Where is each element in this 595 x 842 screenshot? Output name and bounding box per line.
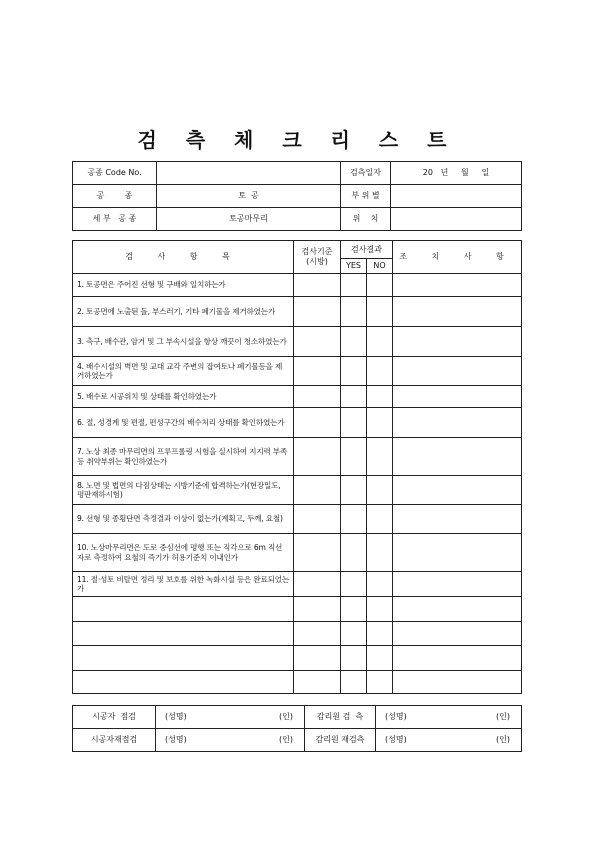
no-cell[interactable] [367, 408, 393, 438]
standard-cell[interactable] [294, 476, 341, 505]
detail-label: 세 부 공 종 [73, 208, 157, 231]
no-cell[interactable] [367, 327, 393, 357]
location-field[interactable] [391, 185, 522, 208]
standard-cell[interactable] [294, 597, 341, 622]
checklist-item-text [73, 671, 294, 694]
action-cell[interactable] [393, 438, 522, 476]
checklist-item-text [73, 597, 294, 622]
standard-cell[interactable] [294, 408, 341, 438]
checklist-row [73, 671, 522, 694]
no-cell[interactable] [367, 274, 393, 297]
checklist-item-text: 4. 배수시설의 벽면 및 교대 교각 주변의 잡여토나 폐기물등을 제거하였는가 [73, 357, 294, 386]
name-hint: (성명) [165, 735, 187, 744]
checklist-item-text: 8. 노면 및 법면의 다짐상태는 시방기준에 합격하는가(현장밀도, 평판재하시험) [73, 476, 294, 505]
row2-right-label: 감리원 재검측 [305, 729, 376, 752]
standard-cell[interactable] [294, 572, 341, 597]
standard-cell[interactable] [294, 646, 341, 671]
action-cell[interactable] [393, 622, 522, 646]
yes-cell[interactable] [341, 597, 367, 622]
checklist-item-text: 10. 노상마무리면은 도로 중심선에 평행 또는 직각으로 6m 직선자로 측정하여 요철의 즉기가 허용기준치 이내인가 [73, 534, 294, 572]
checklist-row [73, 534, 522, 572]
yes-cell[interactable] [341, 408, 367, 438]
date-label: 검측일자 [341, 162, 391, 185]
checklist-item-text: 2. 토공면에 노출된 돌, 부스러기, 기타 폐기물을 제거하였는가 [73, 297, 294, 327]
location-label: 부 위 별 [341, 185, 391, 208]
yes-cell[interactable] [341, 505, 367, 534]
name-hint: (성명) [385, 712, 407, 721]
checklist-row [73, 297, 522, 327]
standard-cell[interactable] [294, 327, 341, 357]
action-cell[interactable] [393, 386, 522, 408]
checklist-row [73, 274, 522, 297]
yes-cell[interactable] [341, 327, 367, 357]
no-cell[interactable] [367, 646, 393, 671]
checklist-item-text: 6. 절, 성경계 및 편절, 편성구간의 배수처리 상태를 확인하였는가 [73, 408, 294, 438]
standard-cell[interactable] [294, 438, 341, 476]
name-hint: (성명) [385, 735, 407, 744]
action-cell[interactable] [393, 408, 522, 438]
standard-cell[interactable] [294, 622, 341, 646]
no-cell[interactable] [367, 297, 393, 327]
checklist-row [73, 646, 522, 671]
action-cell[interactable] [393, 327, 522, 357]
row1-left-sign[interactable] [156, 706, 305, 729]
yes-cell[interactable] [341, 572, 367, 597]
work-label: 공 종 [73, 185, 157, 208]
header-table [72, 161, 522, 231]
checklist-row [73, 505, 522, 534]
standard-cell[interactable] [294, 534, 341, 572]
action-cell[interactable] [393, 297, 522, 327]
row1-right-label: 감리원 검 측 [305, 706, 376, 729]
checklist-row [73, 572, 522, 597]
yes-cell[interactable] [341, 476, 367, 505]
row1-left-label: 시공자 점검 [73, 706, 156, 729]
checklist-item-text: 7. 노상 최종 마무리면의 프루프롤링 시험을 실시하여 지지력 부족 등 취약부위는 확인하였는가 [73, 438, 294, 476]
action-cell[interactable] [393, 274, 522, 297]
standard-cell[interactable] [294, 274, 341, 297]
col-result-header: 검사결과 [341, 241, 393, 259]
yes-cell[interactable] [341, 357, 367, 386]
checklist-item-text [73, 622, 294, 646]
seal-hint: (인) [496, 735, 510, 744]
row2-right-sign[interactable] [376, 729, 522, 752]
row1-right-sign[interactable] [376, 706, 522, 729]
no-cell[interactable] [367, 386, 393, 408]
action-cell[interactable] [393, 646, 522, 671]
checklist-item-text: 11. 절·성토 비탈면 정리 및 보호를 위한 녹화시설 등은 완료되었는가 [73, 572, 294, 597]
checklist-item-text: 9. 선형 및 종횡단면 측정결과 이상이 없는가(계획고, 두께, 요철) [73, 505, 294, 534]
action-cell[interactable] [393, 671, 522, 694]
name-hint: (성명) [165, 712, 187, 721]
seal-hint: (인) [496, 712, 510, 721]
checklist-item-text: 3. 측구, 배수관, 암거 및 그 부속시설을 항상 깨끗이 청소하였는가 [73, 327, 294, 357]
yes-cell[interactable] [341, 646, 367, 671]
checklist-row [73, 438, 522, 476]
page-title: 검 측 체 크 리 스 트 [137, 128, 458, 152]
action-cell[interactable] [393, 505, 522, 534]
checklist-row [73, 386, 522, 408]
code-field[interactable] [157, 162, 341, 185]
signature-table [72, 705, 522, 752]
yes-cell[interactable] [341, 438, 367, 476]
no-cell[interactable] [367, 622, 393, 646]
work-field[interactable]: 토 공 [157, 185, 341, 208]
checklist-row [73, 476, 522, 505]
action-cell[interactable] [393, 597, 522, 622]
no-cell[interactable] [367, 597, 393, 622]
seal-hint: (인) [279, 735, 293, 744]
checklist-row [73, 408, 522, 438]
checklist-row [73, 327, 522, 357]
position-label: 위 치 [341, 208, 391, 231]
col-item-header: 검 사 항 목 [73, 241, 294, 274]
yes-cell[interactable] [341, 534, 367, 572]
checklist-item-text: 5. 배수로 시공위치 및 상태를 확인하였는가 [73, 386, 294, 408]
row2-left-label: 시공자재점검 [73, 729, 156, 752]
seal-hint: (인) [279, 712, 293, 721]
checklist-table [72, 240, 522, 694]
date-field[interactable]: 20 년 월 일 [391, 162, 522, 185]
code-label: 공종 Code No. [73, 162, 157, 185]
action-cell[interactable] [393, 572, 522, 597]
row2-left-sign[interactable] [156, 729, 305, 752]
yes-cell[interactable] [341, 297, 367, 327]
no-cell[interactable] [367, 534, 393, 572]
action-cell[interactable] [393, 357, 522, 386]
no-cell[interactable] [367, 357, 393, 386]
col-standard-header: 검사기준 (시방) [294, 241, 341, 274]
detail-field[interactable]: 토공마무리 [157, 208, 341, 231]
checklist-row [73, 357, 522, 386]
yes-cell[interactable] [341, 671, 367, 694]
action-cell[interactable] [393, 476, 522, 505]
action-cell[interactable] [393, 534, 522, 572]
no-cell[interactable] [367, 476, 393, 505]
standard-cell[interactable] [294, 386, 341, 408]
no-cell[interactable] [367, 505, 393, 534]
checklist-item-text [73, 646, 294, 671]
standard-cell[interactable] [294, 357, 341, 386]
standard-cell[interactable] [294, 505, 341, 534]
no-cell[interactable] [367, 572, 393, 597]
position-field[interactable] [391, 208, 522, 231]
col-yes-header: YES [341, 259, 367, 274]
no-cell[interactable] [367, 671, 393, 694]
checklist-row [73, 597, 522, 622]
yes-cell[interactable] [341, 386, 367, 408]
checklist-item-text: 1. 토공면은 주어진 선형 및 구배와 일치하는가 [73, 274, 294, 297]
checklist-row [73, 622, 522, 646]
no-cell[interactable] [367, 438, 393, 476]
yes-cell[interactable] [341, 274, 367, 297]
col-no-header: NO [367, 259, 393, 274]
standard-cell[interactable] [294, 297, 341, 327]
standard-cell[interactable] [294, 671, 341, 694]
yes-cell[interactable] [341, 622, 367, 646]
col-action-header: 조 치 사 항 [393, 241, 522, 274]
